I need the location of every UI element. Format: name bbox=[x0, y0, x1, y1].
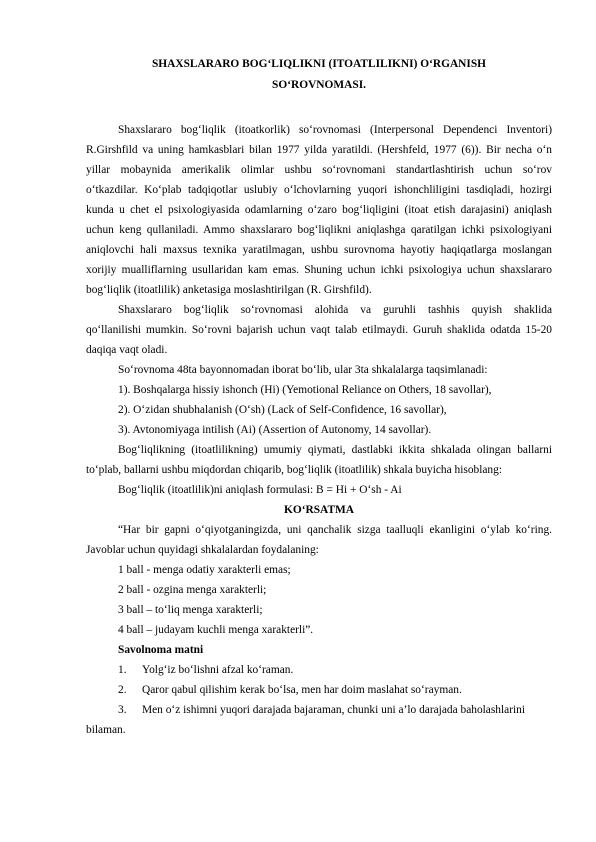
scale-item: 3). Avtonomiyaga intilish (Ai) (Assertion of Autonomy, 14 savollar). bbox=[118, 424, 432, 436]
paragraph-3: So‘rovnoma 48ta bayonnomadan iborat bo‘lib, ular 3ta shkalalarga taqsimlanadi: bbox=[118, 364, 488, 376]
instruction-line: “Har bir gapni o‘qiyotganingizda, uni qanchalik sizga taalluqli ekanligini o‘ylab ko‘ring. bbox=[118, 524, 552, 536]
question-text: Men o‘z ishimni yuqori darajada bajaraman, chunki uni a’lo darajada baholashlarini bbox=[142, 704, 526, 716]
paragraph-1-line: Shaxslararo bog‘liqlik (itoatkorlik) so‘rovnomasi (Interpersonal Dependenci Inventori) bbox=[118, 124, 552, 136]
paragraph-1-line: xorijiy mualliflarning usullaridan kam emas. Shuning uchun ichki psixologiya uchun shaxslararo bbox=[86, 264, 552, 276]
title-line-2: SO‘ROVNOMASI. bbox=[272, 79, 366, 91]
paragraph-1-line: uchun keng qullaniladi. Ammo shaxslararo bog‘liqlikni aniqlashga qaratilgan ichki psixologiyani bbox=[86, 224, 552, 236]
paragraph-1-line: aniqlovchi hali maxsus texnika yaratilmagan, ushbu surovnoma hayotiy haqiqatlarga moslangan bbox=[86, 244, 552, 256]
paragraph-1-line: yillar mobaynida amerikalik olimlar ushbu so‘rovnomani standartlashtirish uchun so‘rov bbox=[86, 164, 552, 176]
points-item: 1 ball - menga odatiy xarakterli emas; bbox=[118, 564, 291, 576]
question-continuation: bilaman. bbox=[86, 724, 126, 736]
scale-item: 1). Boshqalarga hissiy ishonch (Hi) (Yemotional Reliance on Others, 18 savollar), bbox=[118, 384, 492, 396]
question-text: Qaror qabul qilishim kerak bo‘lsa, men har doim maslahat so‘rayman. bbox=[142, 684, 462, 696]
paragraph-1-line: bog‘liqlik (itoatlilik) anketasiga moslashtirilgan (R. Girshfild). bbox=[86, 284, 372, 296]
formula: Bog‘liqlik (itoatlilik)ni aniqlash formulasi: B = Hi + O‘sh - Ai bbox=[118, 484, 402, 496]
questionnaire-heading: Savolnoma matni bbox=[118, 644, 204, 656]
paragraph-4-line: Bog‘liqlikning (itoatlilikning) umumiy qiymati, dastlabki ikkita shkalada olingan ballarni bbox=[118, 444, 552, 456]
paragraph-4-line: to‘plab, ballarni ushbu miqdordan chiqarib, bog‘liqlik (itoatlilik) shkala buyicha hisoblang: bbox=[86, 464, 502, 476]
question-number: 3. bbox=[118, 704, 127, 716]
points-item: 3 ball – to‘liq menga xarakterli; bbox=[118, 604, 263, 616]
question-number: 2. bbox=[118, 684, 127, 696]
points-item: 4 ball – judayam kuchli menga xarakterli”. bbox=[118, 624, 314, 636]
paragraph-1-line: R.Girshfild va uning hamkasblari bilan 1977 yilda yaratildi. (Hershfeld, 1977 (6)). Bir necha o‘n bbox=[86, 144, 552, 156]
question-item bbox=[118, 682, 552, 699]
question-item bbox=[118, 702, 552, 719]
instruction-line: Javoblar uchun quyidagi shkalalardan foydalaning: bbox=[86, 544, 319, 556]
points-item: 2 ball - ozgina menga xarakterli; bbox=[118, 584, 267, 596]
paragraph-1-line: kunda u chet el psixologiyasida odamlarning o‘zaro bog‘liqligini (itoat etish darajasini) aniqlash bbox=[86, 204, 552, 216]
paragraph-2-line: daqiqa vaqt oladi. bbox=[86, 344, 168, 356]
instruction-heading: KO‘RSATMA bbox=[283, 504, 355, 516]
question-number: 1. bbox=[118, 664, 127, 676]
paragraph-2-line: Shaxslararo bog‘liqlik so‘rovnomasi alohida va guruhli tashhis quyish shaklida bbox=[118, 304, 552, 316]
title-line-1: SHAXSLARARO BOG‘LIQLIKNI (ITOATLILIKNI) O‘RGANISH bbox=[151, 58, 487, 70]
paragraph-1-line: o‘tkazdilar. Ko‘plab tadqiqotlar uslubiy o‘lchovlarning yuqori ishonchliligini tasdiqladi, hozirgi bbox=[86, 184, 552, 196]
scale-item: 2). O‘zidan shubhalanish (O‘sh) (Lack of Self-Confidence, 16 savollar), bbox=[118, 404, 447, 416]
question-text: Yolg‘iz bo‘lishni afzal ko‘raman. bbox=[142, 664, 294, 676]
paragraph-2-line: qo‘llanilishi mumkin. So‘rovni bajarish uchun vaqt talab etilmaydi. Guruh shaklida odatda 15-20 bbox=[86, 324, 552, 336]
question-item bbox=[118, 662, 552, 679]
